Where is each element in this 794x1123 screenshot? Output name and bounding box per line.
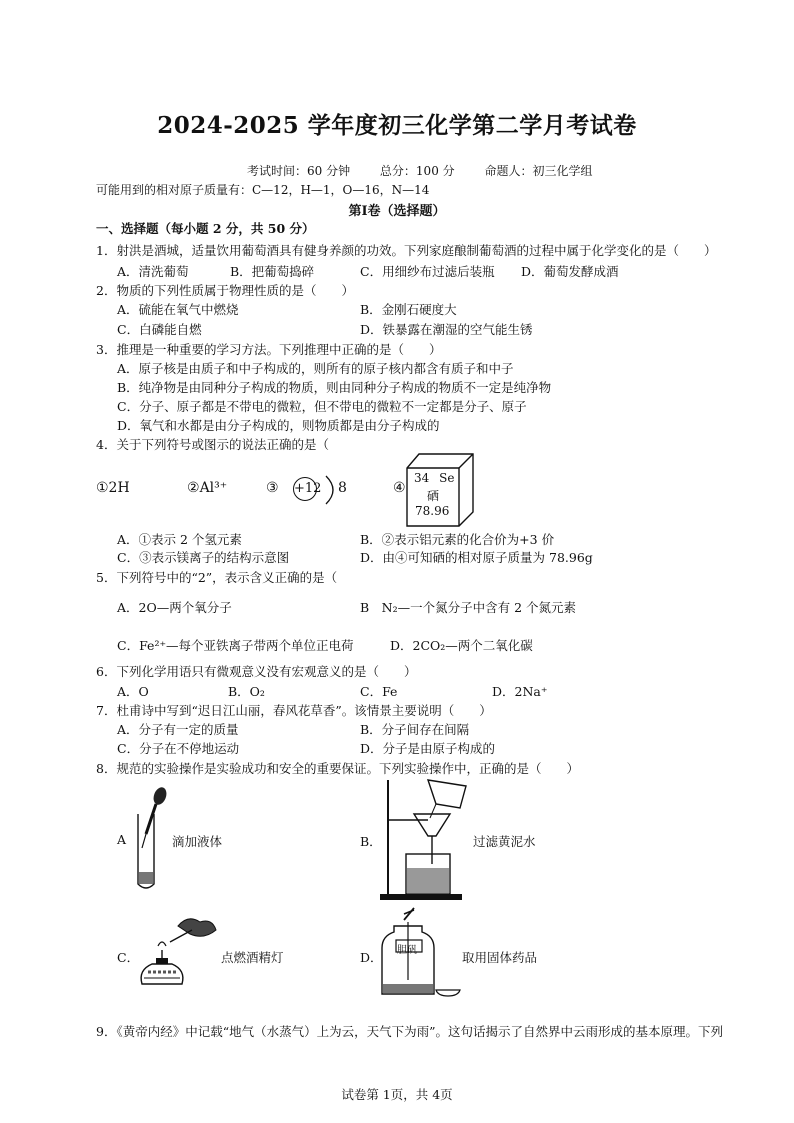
q8-option-a-text: 滴加液体 <box>172 834 223 849</box>
element-number: 34 <box>414 471 430 485</box>
exam-author: 命题人：初三化学组 <box>484 164 593 178</box>
q4-option-a: A．①表示 2 个氢元素 <box>117 532 242 547</box>
reagent-jar-label: 胆矾 <box>397 945 417 956</box>
q2-option-a: A．硫能在氧气中燃烧 <box>117 302 239 317</box>
q4-atom-structure <box>293 477 322 501</box>
q8-option-c-label: C． <box>117 950 140 965</box>
alcohol-lamp-illustration <box>134 912 226 996</box>
q4-option-c: C．③表示镁离子的结构示意图 <box>117 550 290 565</box>
q5-option-b: B N₂—一个氮分子中含有 2 个氮元素 <box>360 600 577 615</box>
q5-option-c: C．Fe²⁺—每个亚铁离子带两个单位正电荷 <box>117 638 354 653</box>
q7-option-d: D．分子是由原子构成的 <box>360 741 496 756</box>
q4-symbol-2-ion: Al³⁺ <box>199 480 228 496</box>
exam-meta <box>247 162 619 179</box>
q2-option-d: D．铁暴露在潮湿的空气能生锈 <box>360 322 533 337</box>
q3-option-d: D．氧气和水都是由分子构成的，则物质都是由分子构成的 <box>117 418 440 433</box>
q4-option-d: D．由④可知硒的相对原子质量为 78.96g <box>360 550 593 565</box>
q8-option-d-label: D． <box>360 950 383 965</box>
q7-option-c: C．分子在不停地运动 <box>117 741 240 756</box>
q4-symbol-4-label: ④ <box>393 480 406 496</box>
q4-shell-electrons: 8 <box>338 480 347 496</box>
q2-stem: 2．物质的下列性质属于物理性质的是（ ） <box>96 283 354 298</box>
q2-option-b: B．金刚石硬度大 <box>360 302 457 317</box>
q8-option-b-label: B． <box>360 834 382 849</box>
q2-option-c: C．白磷能自燃 <box>117 322 202 337</box>
filtration-apparatus-illustration <box>378 778 478 902</box>
q6-option-a: A．O <box>117 684 149 699</box>
q3-stem: 3．推理是一种重要的学习方法。下列推理中正确的是（ ） <box>96 342 442 357</box>
q9-stem: 9．《黄帝内经》中记载“地气（水蒸气）上为云，天气下为雨”。这句话揭示了自然界中云雨形成的基本原理。下列 <box>96 1024 723 1039</box>
element-name: 硒 <box>427 489 440 503</box>
exam-title: 2024-2025 学年度初三化学第二学月考试卷 <box>157 112 637 139</box>
q6-option-b: B．O₂ <box>228 684 265 699</box>
q4-option-b: B．②表示铝元素的化合价为+3 价 <box>360 532 555 547</box>
q8-option-a-label: A <box>117 832 127 847</box>
q3-option-a: A．原子核是由质子和中子构成的，则所有的原子核内都含有质子和中子 <box>117 361 514 376</box>
q6-option-c: C．Fe <box>360 684 398 699</box>
element-cell-top <box>414 471 454 485</box>
q7-option-a: A．分子有一定的质量 <box>117 722 239 737</box>
q6-option-d: D．2Na⁺ <box>492 684 548 699</box>
page-footer: 试卷第 1页，共 4页 <box>341 1087 453 1102</box>
q7-option-b: B．分子间存在间隔 <box>360 722 470 737</box>
q5-stem: 5．下列符号中的“2”，表示含义正确的是（ <box>96 570 338 585</box>
exam-time: 考试时间：60 分钟 <box>247 164 351 178</box>
element-symbol: Se <box>439 471 455 485</box>
element-mass: 78.96 <box>415 504 450 518</box>
atomic-masses: 可能用到的相对原子质量有：C—12，H—1，O—16，N—14 <box>96 183 430 197</box>
q4-symbol-2-label: ② <box>187 480 200 496</box>
q8-option-d-text: 取用固体药品 <box>462 950 538 965</box>
q7-stem: 7．杜甫诗中写到“迟日江山丽，春风花草香”。该情景主要说明（ ） <box>96 703 492 718</box>
q5-option-a: A．2O—两个氧分子 <box>117 600 232 615</box>
q1-option-d: D．葡萄发酵成酒 <box>521 264 619 279</box>
q8-stem: 8．规范的实验操作是实验成功和安全的重要保证。下列实验操作中，正确的是（ ） <box>96 761 579 776</box>
q1-stem: 1．射洪是酒城，适量饮用葡萄酒具有健身养颜的功效。下列家庭酿制葡萄酒的过程中属于化学变化的是（ ） <box>96 243 717 258</box>
q3-option-b: B．纯净物是由同种分子构成的物质，则由同种分子构成的物质不一定是纯净物 <box>117 380 552 395</box>
q4-symbol-1: ①2H <box>96 480 130 496</box>
reagent-jar-illustration <box>378 906 474 1002</box>
q3-option-c: C．分子、原子都是不带电的微粒，但不带电的微粒不一定都是分子、原子 <box>117 399 527 414</box>
q4-symbol-2 <box>187 480 227 496</box>
section-heading: 一、选择题（每小题 2 分，共 50 分） <box>96 221 315 236</box>
q4-symbol-3-label: ③ <box>266 480 279 496</box>
q8-option-c-text: 点燃酒精灯 <box>221 950 284 965</box>
nucleus-circle: +12 <box>293 477 317 501</box>
q1-option-a: A．清洗葡萄 <box>117 264 189 279</box>
q1-option-c: C．用细纱布过滤后装瓶 <box>360 264 495 279</box>
part-heading: 第Ⅰ卷（选择题） <box>348 204 446 219</box>
q1-option-b: B．把葡萄捣碎 <box>230 264 315 279</box>
exam-score: 总分：100 分 <box>379 164 455 178</box>
q6-stem: 6．下列化学用语只有微观意义没有宏观意义的是（ ） <box>96 664 417 679</box>
q5-option-d: D．2CO₂—两个二氧化碳 <box>390 638 533 653</box>
q8-option-b-text: 过滤黄泥水 <box>473 834 536 849</box>
q4-stem: 4．关于下列符号或图示的说法正确的是（ <box>96 437 329 452</box>
